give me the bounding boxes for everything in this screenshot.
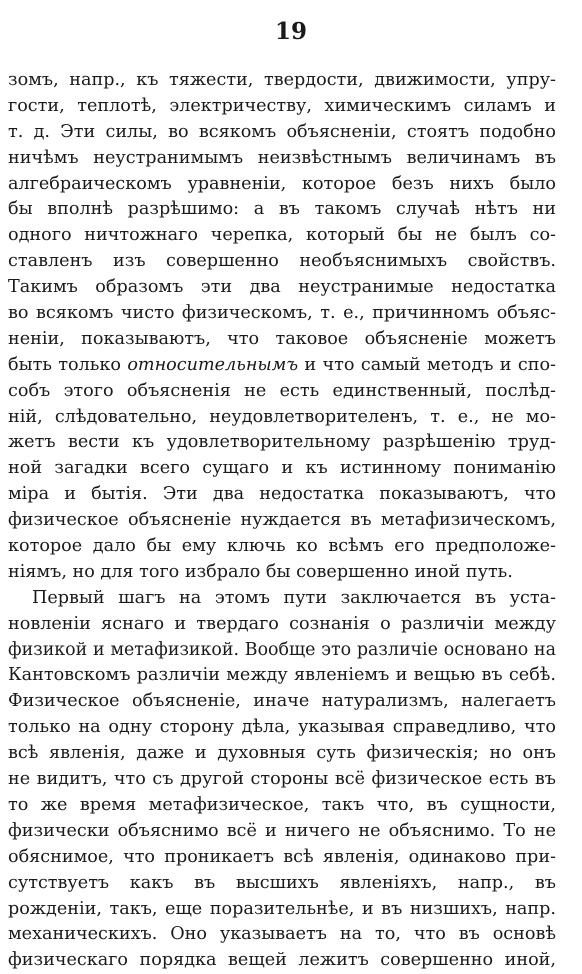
text-line: жетъ вести къ удовлетворительному разрѣшенію труд- — [8, 432, 556, 453]
text-line: ній, слѣдовательно, неудовлетворителенъ, т. е., не мо- — [8, 406, 556, 427]
page-number: 19 — [274, 18, 307, 45]
text-line: Первый шагъ на этомъ пути заключается въ уста- — [32, 587, 556, 608]
text-line: физически объяснимо всё и ничего не объяснимо. То не — [8, 820, 556, 841]
text-line: физикой и метафизикой. Вообще это различіе основано на — [8, 639, 556, 660]
text-line: Кантовскомъ различіи между явленіемъ и вещью въ себѣ. — [8, 665, 556, 686]
body-text — [8, 68, 556, 974]
text-line: бы вполнѣ разрѣшимо: а въ такомъ случаѣ нѣтъ ни — [8, 199, 556, 220]
text-line: физическаго порядка вещей лежитъ совершенно иной, — [8, 950, 556, 971]
text-line: не видитъ, что съ другой стороны всё физическое есть въ — [8, 769, 556, 790]
text-line: гости, теплотѣ, электричеству, химическимъ силамъ и — [8, 95, 556, 116]
emphasized-word: относительнымъ — [127, 354, 299, 375]
text-line: ничѣмъ неустранимымъ неизвѣстнымъ величинамъ въ — [8, 147, 556, 168]
text-line: обяснимое, что проникаетъ всѣ явленія, одинаково при- — [8, 846, 556, 867]
text-line: Физическое объясненіе, иначе натурализмъ, налегаетъ — [8, 691, 556, 712]
text-line: неніи, показываютъ, что таковое объясненіе можетъ — [8, 328, 556, 349]
text-line: механическихъ. Оно указываетъ на то, что въ основѣ — [8, 924, 556, 945]
text-line: одного ничтожнаго черепка, который бы не былъ со- — [8, 225, 556, 246]
text-line: ніямъ, но для того избрало бы совершенно иной путь. — [8, 561, 513, 582]
text-line: Такимъ образомъ эти два неустранимые недостатка — [8, 277, 556, 298]
text-line: ной загадки всего сущаго и къ истинному пониманію — [8, 458, 556, 479]
text-line: т. д. Эти силы, во всякомъ объясненіи, стоятъ подобно — [8, 121, 556, 142]
text-line: ставленъ изъ совершенно необъяснимыхъ свойствъ. — [8, 251, 556, 272]
text-line: физическое объясненіе нуждается въ метафизическомъ, — [8, 510, 556, 531]
text-line: рожденіи, такъ, еще поразительнѣе, и въ низшихъ, напр. — [8, 898, 556, 919]
text-line: зомъ, напр., къ тяжести, твердости, движимости, упру- — [8, 70, 556, 90]
text-line: быть только относительнымъ и что самый методъ и спо- — [8, 354, 556, 375]
text-line: то же время метафизическое, такъ что, въ сущности, — [8, 794, 556, 815]
text-line: которое дало бы ему ключь ко всѣмъ его предположе- — [8, 536, 556, 557]
text-line: алгебраическомъ уравненіи, которое безъ нихъ было — [8, 173, 556, 194]
text-line: новленіи яснаго и твердаго сознанія о различіи между — [8, 613, 556, 634]
text-line: всѣ явленія, даже и духовныя суть физическія; но онъ — [8, 743, 556, 764]
text-line: сутствуетъ какъ въ высшихъ явленіяхъ, напр., въ — [8, 872, 556, 893]
text-line: только на одну сторону дѣла, указывая справедливо, что — [8, 717, 556, 738]
text-line: міра и бытія. Эти два недостатка показываютъ, что — [8, 484, 556, 505]
text-line: во всякомъ чисто физическомъ, т. е., причинномъ объяс- — [8, 303, 556, 324]
text-line: собъ этого объясненія не есть единственный, послѣд- — [8, 380, 556, 401]
